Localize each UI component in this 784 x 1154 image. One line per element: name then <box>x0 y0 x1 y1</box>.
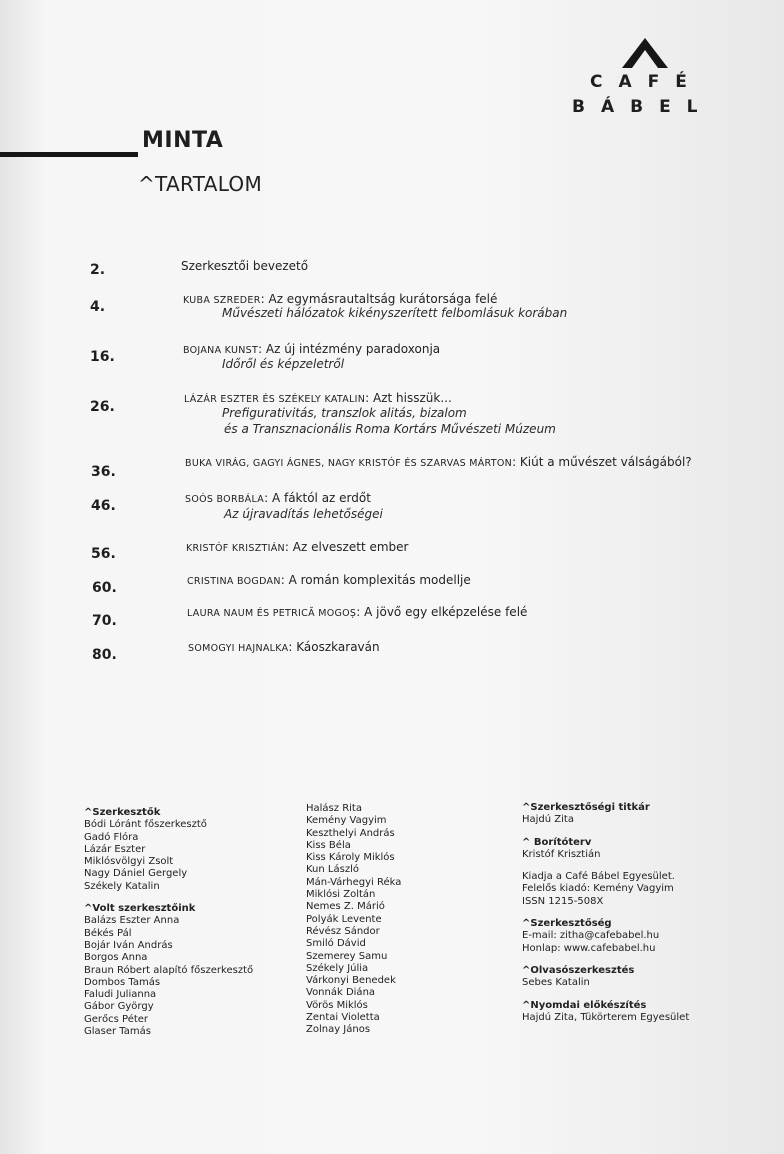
prepress-heading: ^Nyomdai előkészítés <box>522 999 647 1011</box>
former-editor-name: Székely Júlia <box>306 962 369 974</box>
former-editor-name: Braun Róbert alapító főszerkesztő <box>84 964 254 976</box>
cover-designer-name: Kristóf Krisztián <box>522 848 601 860</box>
former-editor-name: Gábor György <box>84 1001 154 1013</box>
former-editor-name: Várkonyi Benedek <box>306 975 396 987</box>
toc-page-number: 36. <box>91 464 116 480</box>
toc-entry-heading: KRISTÓF KRISZTIÁN: Az elveszett ember <box>186 540 409 554</box>
toc-entry-title: Az egymásrautaltság kurátorsága felé <box>268 292 498 306</box>
former-editor-name: Gerőcs Péter <box>84 1013 149 1025</box>
former-editor-name: Zolnay János <box>306 1024 371 1036</box>
former-editor-name: Kiss Károly Miklós <box>306 852 395 864</box>
toc-entry-author: SOMOGYI HAJNALKA <box>188 643 289 654</box>
former-editor-name: Faludi Julianna <box>84 989 157 1001</box>
secretary-heading: ^Szerkesztőségi titkár <box>522 802 650 813</box>
former-editor-name: Balázs Eszter Anna <box>84 915 180 927</box>
toc-entry-title: Azt hisszük... <box>373 391 452 405</box>
toc-page-number: 16. <box>90 349 115 365</box>
former-editor-name: Kemény Vagyim <box>306 815 387 827</box>
credits-imprint <box>522 802 772 1024</box>
logo-line-babel: BÁBEL <box>572 97 714 117</box>
former-editor-name: Dombos Tamás <box>84 976 161 988</box>
former-editor-name: Polyák Levente <box>306 913 382 925</box>
former-editor-name: Bojár Iván András <box>84 939 173 951</box>
toc-entry-subtitle: Prefigurativitás, transzlok alitás, bizalom <box>222 406 467 420</box>
toc-entry-title: Kiút a művészet válságából? <box>519 455 692 469</box>
cover-design-heading: ^ Borítóterv <box>522 836 592 848</box>
toc-page-number: 46. <box>91 498 116 514</box>
former-editor-name: Békés Pál <box>84 927 132 939</box>
editor-name: Gadó Flóra <box>84 831 139 843</box>
toc-entry-title: A román komplexitás modellje <box>288 573 471 587</box>
former-editor-name: Mán-Várhegyi Réka <box>306 876 402 888</box>
toc-page-number: 2. <box>90 262 106 278</box>
toc-entry-heading: KUBA SZREDER: Az egymásrautaltság kurátorsága felé <box>183 292 498 306</box>
toc-page-number: 80. <box>92 647 117 663</box>
toc-entry-title: Az új intézmény paradoxonja <box>265 342 441 356</box>
secretary-name: Hajdú Zita <box>522 814 574 826</box>
toc-entry-heading: SOMOGYI HAJNALKA: Káoszkaraván <box>188 640 380 654</box>
copy-editor-name: Sebes Katalin <box>522 977 590 989</box>
toc-entry-title: A fáktól az erdőt <box>271 491 371 505</box>
credits-editors <box>84 807 294 1038</box>
website-line: Honlap: www.cafebabel.hu <box>522 942 656 954</box>
toc-entry-author: LAURA NAUM ÉS PETRICĂ MOGOȘ <box>187 608 357 619</box>
toc-entry-heading: CRISTINA BOGDAN: A román komplexitás modellje <box>187 573 471 587</box>
email-line: E-mail: zitha@cafebabel.hu <box>522 930 660 942</box>
toc-page-number: 26. <box>90 399 115 415</box>
toc-entry-author: BUKA VIRÁG, GAGYI ÁGNES, NAGY KRISTÓF ÉS SZARVAS MÁRTON <box>185 458 513 469</box>
toc-page-number: 60. <box>92 580 117 596</box>
publisher-line: Kiadja a Café Bábel Egyesület. <box>522 871 675 883</box>
toc-page-number: 4. <box>90 299 106 315</box>
section-title: ^TARTALOM <box>138 172 263 196</box>
toc-page-number: 70. <box>92 613 117 629</box>
copy-editing-heading: ^Olvasószerkesztés <box>522 964 635 976</box>
editor-name: Miklósvölgyi Zsolt <box>84 856 174 868</box>
toc-entry-heading: SOÓS BORBÁLA: A fáktól az erdőt <box>185 491 371 505</box>
former-editor-name: Glaser Tamás <box>84 1026 151 1038</box>
toc-entry-author: LÁZÁR ESZTER ÉS SZÉKELY KATALIN <box>184 394 366 405</box>
former-editor-name: Miklósi Zoltán <box>306 889 376 901</box>
prepress-name: Hajdú Zita, Tükörterem Egyesület <box>522 1011 690 1023</box>
page-title: MINTA <box>142 128 224 153</box>
former-editor-name: Halász Rita <box>306 803 362 814</box>
former-editor-name: Kun László <box>306 864 359 876</box>
toc-entry-heading: BUKA VIRÁG, GAGYI ÁGNES, NAGY KRISTÓF ÉS SZARVAS MÁRTON: Kiút a művészet válságából? <box>185 455 692 469</box>
former-editor-name: Kiss Béla <box>306 839 351 851</box>
former-editor-name: Zentai Violetta <box>306 1012 380 1024</box>
logo-line-cafe: CAFÉ <box>590 72 703 92</box>
former-editor-name: Nemes Z. Márió <box>306 901 385 913</box>
toc-entry-author: SOÓS BORBÁLA <box>185 494 265 505</box>
toc-entry-title: A jövő egy elképzelése felé <box>364 605 528 619</box>
editor-name: Bódi Lóránt főszerkesztő <box>84 819 207 831</box>
toc-entry-heading: LÁZÁR ESZTER ÉS SZÉKELY KATALIN: Azt hisszük... <box>184 391 452 405</box>
toc-entry-title: Szerkesztői bevezető <box>181 259 309 273</box>
toc-entry-author: KRISTÓF KRISZTIÁN <box>186 543 285 554</box>
toc-entry-subtitle: Művészeti hálózatok kikényszerített felbomlásuk korában <box>222 306 568 320</box>
toc-entry-title: Káoszkaraván <box>296 640 380 654</box>
toc-entry-subtitle-line2: és a Transznacionális Roma Kortárs Művészeti Múzeum <box>224 422 556 436</box>
editors-heading: ^Szerkesztők <box>84 807 161 818</box>
toc-entry-author: BOJANA KUNST <box>183 345 259 356</box>
editor-name: Lázár Eszter <box>84 843 146 855</box>
former-editor-name: Vörös Miklós <box>306 999 368 1011</box>
editor-name: Székely Katalin <box>84 880 160 892</box>
former-editor-name: Vonnák Diána <box>306 987 376 999</box>
toc-entry-subtitle: Időről és képzeletről <box>222 357 345 371</box>
former-editor-name: Borgos Anna <box>84 952 148 964</box>
former-editors-heading: ^Volt szerkesztőink <box>84 903 196 915</box>
issn-line: ISSN 1215-508X <box>522 895 604 907</box>
editor-name: Nagy Dániel Gergely <box>84 868 188 880</box>
toc-entry-author: CRISTINA BOGDAN <box>187 576 281 587</box>
toc-entry-heading: LAURA NAUM ÉS PETRICĂ MOGOȘ: A jövő egy elképzelése felé <box>187 605 528 619</box>
toc-entry-subtitle: Az újravadítás lehetőségei <box>224 507 383 521</box>
toc-entry-author: KUBA SZREDER <box>183 295 261 306</box>
publisher-line: Felelős kiadó: Kemény Vagyim <box>522 883 674 895</box>
former-editor-name: Szemerey Samu <box>306 950 388 962</box>
editorial-office-heading: ^Szerkesztőség <box>522 918 612 930</box>
former-editor-name: Révész Sándor <box>306 925 380 937</box>
former-editor-name: Smiló Dávid <box>306 938 366 950</box>
credits-former-continued <box>306 803 486 1037</box>
toc-page-number: 56. <box>91 546 116 562</box>
toc-entry-title: Az elveszett ember <box>292 540 409 554</box>
former-editor-name: Keszthelyi András <box>306 827 395 839</box>
toc-entry-heading: BOJANA KUNST: Az új intézmény paradoxonja <box>183 342 441 356</box>
